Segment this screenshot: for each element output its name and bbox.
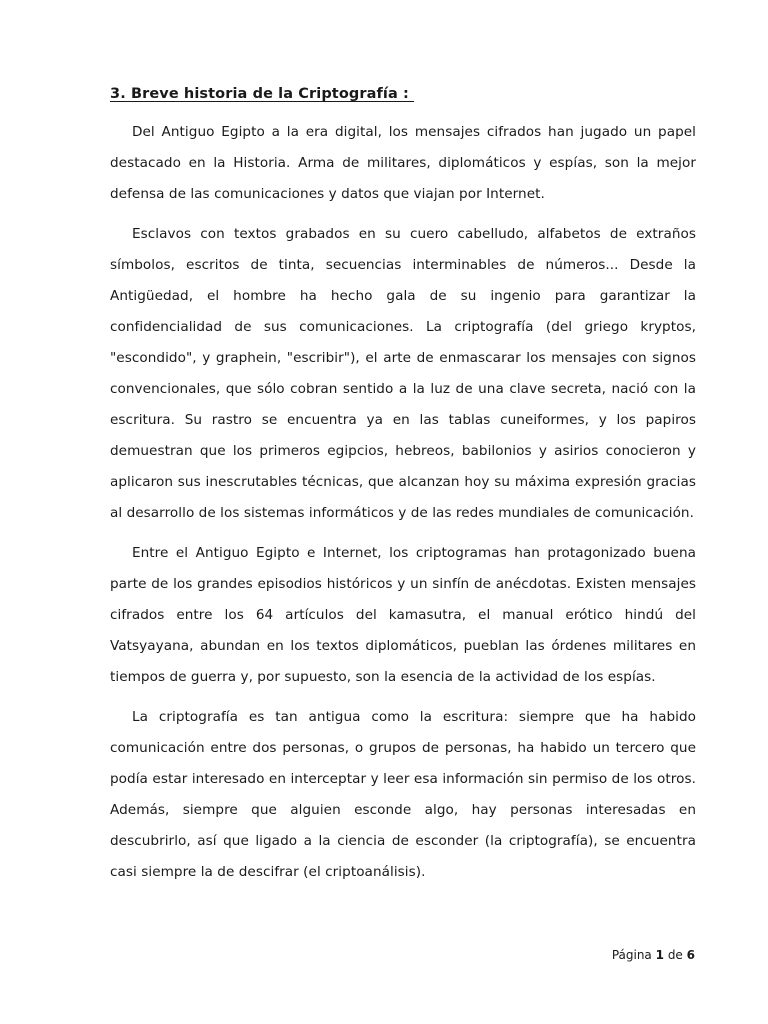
paragraph-2: Esclavos con textos grabados en su cuero cabelludo, alfabetos de extraños símbolos, escritos de tinta, secuencias interminables de números... Desde la Antigüedad, el hombre ha hecho gala de su ingenio para garantizar la confidencialidad de sus comunicaciones. La criptografía (del griego kryptos, "escondido", y graphein, "escribir"), el arte de enmascarar los mensajes con signos convencionales, que sólo cobran sentido a la luz de una clave secreta, nació con la escritura. Su rastro se encuentra ya en las tablas cuneiformes, y los papiros demuestran que los primeros egipcios, hebreos, babilonios y asirios conocieron y aplicaron sus inescrutables técnicas, que alcanzan hoy su máxima expresión gracias al desarrollo de los sistemas informáticos y de las redes mundiales de comunicación. [110,225,696,521]
page-label: Página [611,948,652,962]
page-total: 6 [686,948,695,962]
paragraph-3: Entre el Antiguo Egipto e Internet, los criptogramas han protagonizado buena parte de los grandes episodios históricos y un sinfín de anécdotas. Existen mensajes cifrados entre los 64 artículos del kamasutra, el manual erótico hindú del Vatsyayana, abundan en los textos diplomáticos, pueblan las órdenes militares en tiempos de guerra y, por supuesto, son la esencia de la actividad de los espías. [110,544,696,685]
section-title: 3. Breve historia de la Criptografía : [110,86,415,102]
paragraph-1: Del Antiguo Egipto a la era digital, los mensajes cifrados han jugado un papel destacado en la Historia. Arma de militares, diplomáticos y espías, son la mejor defensa de las comunicaciones y datos que viajan por Internet. [110,124,696,202]
page-number-footer [612,945,695,965]
paragraph-4: La criptografía es tan antigua como la escritura: siempre que ha habido comunicación entre dos personas, o grupos de personas, ha habido un tercero que podía estar interesado en interceptar y leer esa información sin permiso de los otros. Además, siempre que alguien esconde algo, hay personas interesadas en descubrirlo, así que ligado a la ciencia de esconder (la criptografía), se encuentra casi siempre la de descifrar (el criptoanálisis). [110,708,696,880]
page-current: 1 [655,948,664,962]
page-of-label: de [667,948,683,962]
